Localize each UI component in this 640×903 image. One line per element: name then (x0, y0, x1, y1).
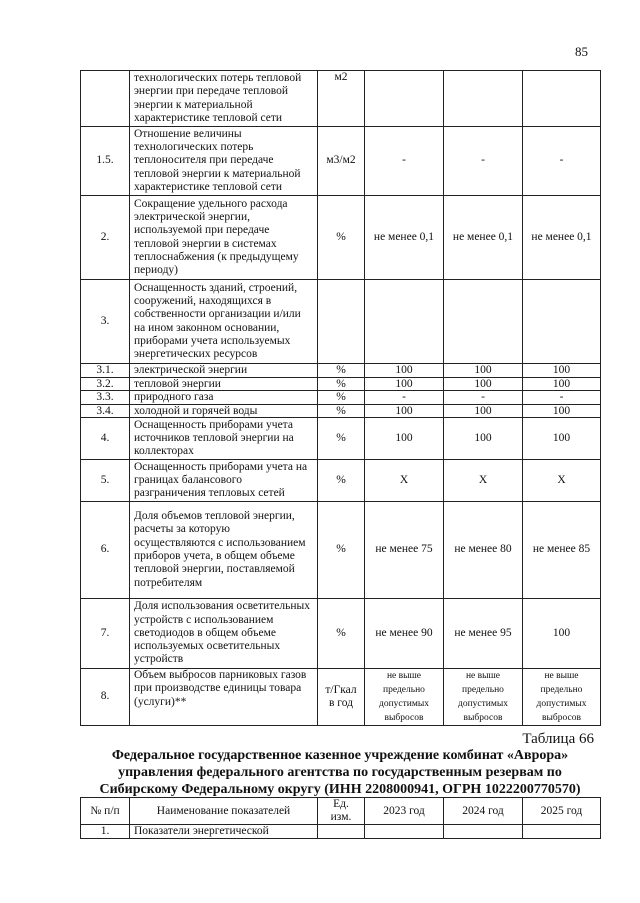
row-number (81, 71, 130, 127)
row-number: 6. (81, 502, 130, 599)
value-2023: - (365, 391, 444, 405)
table-row (81, 364, 601, 378)
table-row (81, 460, 601, 502)
value-2024 (444, 280, 523, 364)
organization-title: Федеральное государственное казенное учреждение комбинат «Аврора» управления федерального агентства по государственным резервам по Сибирскому Федеральному округу (ИНН 2208000941, ОГРН 1022200770570) (99, 748, 581, 797)
indicator-name: Доля использования осветительных устройств с использованием светодиодов в общем объеме используемых осветительных устройств (130, 599, 318, 669)
value-2024: не менее 80 (444, 502, 523, 599)
header-unit: Ед. изм. (318, 798, 365, 825)
value-2025 (523, 280, 601, 364)
value-2025 (523, 71, 601, 127)
page-number: 85 (575, 44, 588, 59)
unit-cell (318, 280, 365, 364)
value-2023: 100 (365, 377, 444, 391)
value-2023: 100 (365, 364, 444, 378)
indicator-name: Оснащенность зданий, строений, сооружений, находящихся в собственности организации и/или на ином законном основании, приборами учета используемых энергетических ресурсов (130, 280, 318, 364)
table-row (81, 280, 601, 364)
value-2025: не менее 85 (523, 502, 601, 599)
value-2023: не менее 0,1 (365, 196, 444, 280)
value-2025: Х (523, 460, 601, 502)
indicator-name: Объем выбросов парниковых газов при производстве единицы товара (услуги)** (130, 669, 318, 726)
row-number: 3.4. (81, 404, 130, 418)
indicators-table-continued (80, 70, 601, 726)
row-number: 3.2. (81, 377, 130, 391)
table-row (81, 377, 601, 391)
value-2025: - (523, 127, 601, 196)
table-row (81, 669, 601, 726)
value-2024: Х (444, 460, 523, 502)
row-number: 1. (81, 825, 130, 839)
indicator-name: технологических потерь тепловой энергии при передаче тепловой энергии к материальной характеристике тепловой сети (130, 71, 318, 127)
indicator-name: Сокращение удельного расхода электрической энергии, используемой при передаче тепловой энергии в системах теплоснабжения (к предыдущему периоду) (130, 196, 318, 280)
value-2023: не менее 75 (365, 502, 444, 599)
value-2023: не выше предельно допустимых выбросов (365, 669, 444, 726)
table-header-row (81, 798, 601, 825)
indicator-name: холодной и горячей воды (130, 404, 318, 418)
indicator-name: Отношение величины технологических потерь теплоносителя при передаче тепловой энергии к материальной характеристике тепловой сети (130, 127, 318, 196)
unit-cell: м2 (318, 71, 365, 127)
table-row (81, 418, 601, 460)
indicator-name: природного газа (130, 391, 318, 405)
value-2024: 100 (444, 364, 523, 378)
value-2025: 100 (523, 599, 601, 669)
row-number: 3.3. (81, 391, 130, 405)
indicator-name: электрической энергии (130, 364, 318, 378)
indicator-name: тепловой энергии (130, 377, 318, 391)
value-2024: 100 (444, 377, 523, 391)
table-row (81, 127, 601, 196)
value-2025: 100 (523, 404, 601, 418)
row-number: 8. (81, 669, 130, 726)
value-2024 (444, 825, 523, 839)
row-number: 7. (81, 599, 130, 669)
table-row (81, 404, 601, 418)
unit-cell: м3/м2 (318, 127, 365, 196)
table-row (81, 825, 601, 839)
unit-cell: % (318, 418, 365, 460)
value-2025 (523, 825, 601, 839)
unit-cell: % (318, 196, 365, 280)
header-num: № п/п (81, 798, 130, 825)
table-caption: Таблица 66 (522, 731, 594, 747)
indicator-name: Показатели энергетической (130, 825, 318, 839)
indicator-name: Оснащенность приборами учета на границах балансового разграничения тепловых сетей (130, 460, 318, 502)
row-number: 3.1. (81, 364, 130, 378)
unit-cell: т/Гкал в год (318, 669, 365, 726)
value-2024: - (444, 127, 523, 196)
row-number: 1.5. (81, 127, 130, 196)
indicators-table-66 (80, 797, 601, 839)
value-2025: 100 (523, 377, 601, 391)
value-2023: Х (365, 460, 444, 502)
row-number: 4. (81, 418, 130, 460)
unit-cell: % (318, 391, 365, 405)
value-2023: 100 (365, 418, 444, 460)
value-2024: не менее 0,1 (444, 196, 523, 280)
value-2024: не выше предельно допустимых выбросов (444, 669, 523, 726)
value-2023: не менее 90 (365, 599, 444, 669)
value-2024: 100 (444, 404, 523, 418)
header-2024: 2024 год (444, 798, 523, 825)
value-2025: 100 (523, 364, 601, 378)
unit-cell: % (318, 460, 365, 502)
indicator-name: Доля объемов тепловой энергии, расчеты за которую осуществляются с использованием приборов учета, в общем объеме тепловой энергии, поставляемой потребителям (130, 502, 318, 599)
value-2025: - (523, 391, 601, 405)
value-2024: не менее 95 (444, 599, 523, 669)
value-2025: не выше предельно допустимых выбросов (523, 669, 601, 726)
table-row (81, 599, 601, 669)
value-2024: - (444, 391, 523, 405)
header-2023: 2023 год (365, 798, 444, 825)
header-2025: 2025 год (523, 798, 601, 825)
value-2025: 100 (523, 418, 601, 460)
header-name: Наименование показателей (130, 798, 318, 825)
value-2023: 100 (365, 404, 444, 418)
row-number: 3. (81, 280, 130, 364)
row-number: 5. (81, 460, 130, 502)
value-2023: - (365, 127, 444, 196)
indicator-name: Оснащенность приборами учета источников тепловой энергии на коллекторах (130, 418, 318, 460)
row-number: 2. (81, 196, 130, 280)
value-2024: 100 (444, 418, 523, 460)
table-row (81, 71, 601, 127)
value-2023 (365, 71, 444, 127)
table-row (81, 391, 601, 405)
value-2025: не менее 0,1 (523, 196, 601, 280)
unit-cell: % (318, 364, 365, 378)
table-row (81, 502, 601, 599)
unit-cell: % (318, 502, 365, 599)
value-2023 (365, 825, 444, 839)
value-2023 (365, 280, 444, 364)
unit-cell: % (318, 599, 365, 669)
unit-cell (318, 825, 365, 839)
unit-cell: % (318, 404, 365, 418)
table-row (81, 196, 601, 280)
value-2024 (444, 71, 523, 127)
unit-cell: % (318, 377, 365, 391)
